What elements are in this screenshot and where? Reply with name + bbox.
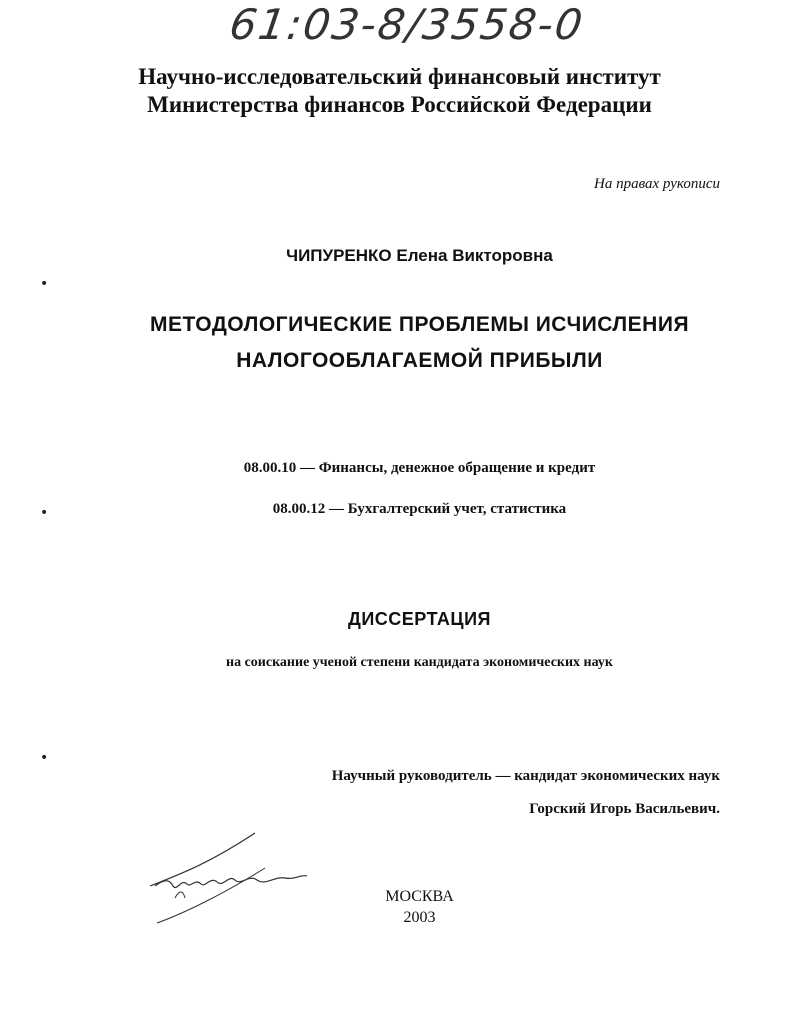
year: 2003 [403, 909, 436, 926]
bullet-mark-icon: • [40, 505, 49, 521]
specialty-2: 08.00.12 — Бухгалтерский учет, статистика [272, 501, 567, 517]
institute-name-line2: Министерства финансов Российской Федерации [147, 92, 652, 117]
document-type: ДИССЕРТАЦИЯ [348, 609, 491, 629]
title-line1: МЕТОДОЛОГИЧЕСКИЕ ПРОБЛЕМЫ ИСЧИСЛЕНИЯ [149, 313, 690, 336]
archive-code: 61:03-8/3558-0 [226, 0, 588, 49]
specialty-1: 08.00.10 — Финансы, денежное обращение и кредит [243, 460, 596, 476]
bullet-mark-icon: • [40, 276, 49, 292]
city: МОСКВА [385, 888, 454, 905]
handwritten-signature-icon [145, 828, 315, 928]
author-name: ЧИПУРЕНКО Елена Викторовна [286, 246, 553, 265]
bullet-mark-icon: • [40, 750, 49, 766]
manuscript-note: На правах рукописи [594, 176, 720, 192]
institute-name-line1: Научно-исследовательский финансовый институт [138, 64, 661, 89]
degree-line: на соискание ученой степени кандидата экономических наук [226, 655, 613, 670]
supervisor-role: Научный руководитель — кандидат экономических наук [331, 768, 720, 784]
supervisor-name: Горский Игорь Васильевич. [529, 801, 720, 817]
title-line2: НАЛОГООБЛАГАЕМОЙ ПРИБЫЛИ [236, 349, 603, 372]
